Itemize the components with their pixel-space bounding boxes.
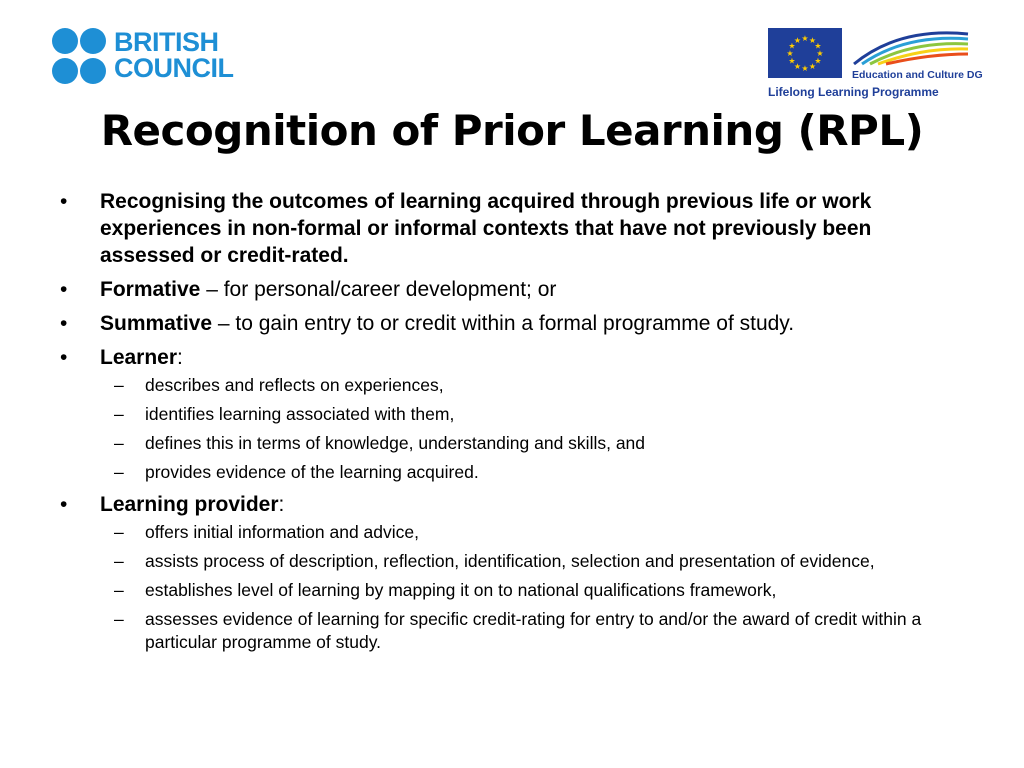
eu-star-icon: ★: [786, 49, 794, 58]
eu-star-icon: ★: [808, 36, 817, 45]
bullet-item: [60, 188, 960, 269]
swoosh-icon: [848, 28, 970, 68]
sub-bullet-item: [100, 608, 960, 654]
dash-icon: –: [114, 375, 124, 395]
bullet-text: – to gain entry to or credit within a formal programme of study.: [212, 312, 795, 335]
eu-star-icon: ★: [814, 41, 822, 51]
dash-icon: –: [114, 462, 124, 482]
dash-icon: –: [114, 522, 124, 542]
bullet-bold-text: Learner: [100, 346, 178, 369]
bullet-item: [60, 276, 960, 303]
sub-bullet-text: assesses evidence of learning for specific credit-rating for entry to and/or the award of credit within a particular programme of study.: [145, 609, 922, 652]
eu-star-icon: ★: [808, 62, 817, 71]
british-council-logo: [52, 28, 252, 86]
sub-bullet-item: [100, 403, 960, 426]
british-council-wordmark: BRITISH COUNCIL: [114, 27, 234, 83]
sub-bullet-item: [100, 550, 960, 573]
sub-bullet-item: [100, 374, 960, 397]
bullet-bold-text: Summative: [100, 312, 213, 335]
bullet-dot-icon: •: [60, 493, 68, 516]
slide-body: [60, 188, 960, 661]
sub-bullet-list: [100, 374, 960, 484]
bullet-item: [60, 491, 960, 654]
sub-bullet-text: establishes level of learning by mapping it on to national qualifications framework,: [145, 580, 777, 600]
sub-bullet-text: assists process of description, reflection, identification, selection and presentation of evidence,: [145, 551, 875, 571]
bullet-bold-text: Recognising the outcomes of learning acquired through previous life or work experiences in non-formal or informal contexts that have not previously been assessed or credit-rated.: [100, 190, 872, 267]
eu-flag-icon: [768, 28, 842, 78]
bullet-text: – for personal/career development; or: [200, 278, 557, 301]
dash-icon: –: [114, 580, 124, 600]
eu-caption-dg: Education and Culture DG: [852, 69, 983, 81]
bullet-text: :: [278, 493, 285, 516]
sub-bullet-item: [100, 432, 960, 455]
sub-bullet-list: [100, 521, 960, 654]
bullet-dot-icon: •: [60, 190, 68, 213]
eu-star-icon: ★: [814, 56, 822, 66]
sub-bullet-text: provides evidence of the learning acquired.: [145, 462, 479, 482]
british-council-dots-icon: [52, 28, 106, 86]
sub-bullet-text: describes and reflects on experiences,: [145, 375, 444, 395]
eu-caption-programme: Lifelong Learning Programme: [768, 85, 939, 99]
sub-bullet-text: offers initial information and advice,: [145, 522, 419, 542]
eu-star-icon: ★: [816, 49, 824, 58]
bullet-item: [60, 310, 960, 337]
dash-icon: –: [114, 433, 124, 453]
eu-star-icon: ★: [788, 56, 796, 66]
eu-star-icon: ★: [793, 36, 802, 45]
slide-title: Recognition of Prior Learning (RPL): [100, 106, 924, 155]
sub-bullet-item: [100, 579, 960, 602]
bullet-item: [60, 344, 960, 484]
sub-bullet-item: [100, 461, 960, 484]
dash-icon: –: [114, 609, 124, 629]
dash-icon: –: [114, 551, 124, 571]
eu-star-icon: ★: [801, 64, 809, 73]
eu-lifelong-learning-logo: [768, 28, 983, 102]
eu-star-icon: ★: [788, 41, 796, 51]
bullet-dot-icon: •: [60, 346, 68, 369]
eu-star-icon: ★: [801, 34, 809, 43]
sub-bullet-text: defines this in terms of knowledge, understanding and skills, and: [145, 433, 646, 453]
bullet-dot-icon: •: [60, 278, 68, 301]
bullet-list: [60, 188, 960, 654]
eu-star-icon: ★: [793, 62, 802, 71]
bullet-dot-icon: •: [60, 312, 68, 335]
bullet-bold-text: Learning provider: [100, 493, 279, 516]
bullet-bold-text: Formative: [100, 278, 201, 301]
bullet-text: :: [177, 346, 183, 369]
sub-bullet-item: [100, 521, 960, 544]
dash-icon: –: [114, 404, 124, 424]
sub-bullet-text: identifies learning associated with them,: [145, 404, 455, 424]
